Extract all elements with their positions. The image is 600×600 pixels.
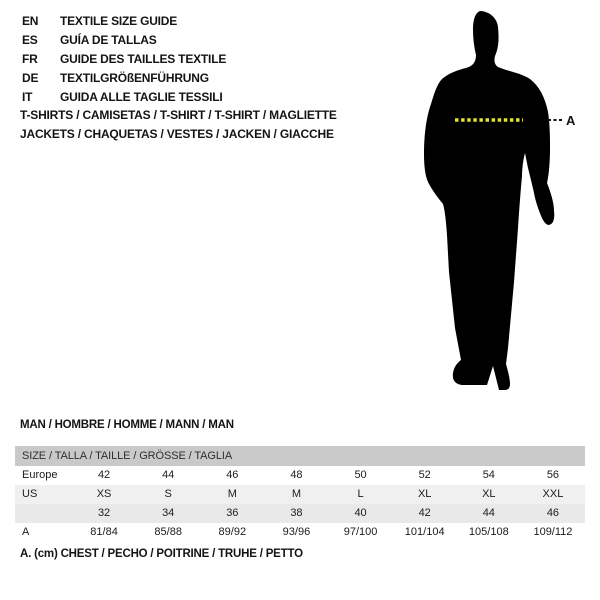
language-row: [22, 88, 226, 107]
table-cell: 48: [290, 469, 303, 481]
table-cell: 85/88: [154, 526, 182, 538]
language-list: [22, 12, 226, 107]
man-figure: [395, 0, 600, 400]
table-cell: 93/96: [282, 526, 311, 538]
table-row-chest-a: [15, 523, 585, 542]
table-cell: 42: [418, 507, 431, 519]
language-row: [22, 50, 226, 69]
table-cell: 46: [546, 507, 560, 519]
table-cell: XL: [482, 488, 496, 500]
table-cell: 32: [97, 507, 111, 519]
table-cell: 38: [290, 507, 303, 519]
table-cell: 56: [546, 469, 560, 481]
section-title-man: MAN / HOMBRE / HOMME / MANN / MAN: [20, 419, 234, 431]
table-cell: M: [227, 488, 237, 500]
language-label: TEXTILGRÖßENFÜHRUNG: [60, 71, 209, 85]
table-cell: XL: [417, 488, 432, 500]
table-cell: XS: [96, 488, 112, 500]
size-table: [15, 446, 585, 542]
table-row-uk: [15, 504, 585, 523]
table-row-europe: [15, 466, 585, 485]
language-row: [22, 69, 226, 88]
language-code: DE: [22, 71, 39, 85]
table-cell: 44: [162, 469, 175, 481]
row-label: A: [22, 526, 30, 538]
row-label: Europe: [22, 469, 58, 481]
table-cell: 46: [226, 469, 239, 481]
garment-category-tshirts: T-SHIRTS / CAMISETAS / T-SHIRT / T-SHIRT / MAGLIETTE: [20, 108, 337, 122]
table-cell: 89/92: [218, 526, 247, 538]
table-cell: 40: [354, 507, 367, 519]
table-cell: 36: [226, 507, 239, 519]
table-cell: 109/112: [533, 526, 573, 538]
garment-category-jackets: JACKETS / CHAQUETAS / VESTES / JACKEN / GIACCHE: [20, 127, 334, 141]
language-label: GUÍA DE TALLAS: [60, 33, 157, 47]
language-code: EN: [22, 14, 39, 28]
language-label: GUIDE DES TAILLES TEXTILE: [60, 52, 227, 66]
table-cell: XXL: [542, 488, 564, 500]
table-cell: 97/100: [343, 526, 378, 538]
table-cell: 54: [482, 469, 495, 481]
measure-label-a: A: [566, 113, 576, 128]
table-cell: 34: [162, 507, 175, 519]
table-cell: L: [357, 488, 364, 500]
language-code: IT: [22, 90, 33, 104]
table-cell: 42: [97, 469, 111, 481]
language-label: TEXTILE SIZE GUIDE: [60, 14, 178, 28]
table-cell: 52: [418, 469, 431, 481]
language-code: ES: [22, 33, 38, 47]
table-cell: S: [164, 488, 172, 500]
table-cell: 50: [354, 469, 367, 481]
row-label: [15, 504, 72, 523]
table-cell: 101/104: [404, 526, 445, 538]
measurement-footnote: A. (cm) CHEST / PECHO / POITRINE / TRUHE / PETTO: [20, 548, 303, 560]
table-cell: 81/84: [90, 526, 118, 538]
row-label: US: [22, 488, 38, 500]
table-cell: 44: [482, 507, 495, 519]
table-cell: M: [291, 488, 302, 500]
language-label: GUIDA ALLE TAGLIE TESSILI: [60, 90, 223, 104]
language-row: [22, 12, 226, 31]
size-table-header: SIZE / TALLA / TAILLE / GRÖSSE / TAGLIA: [15, 446, 585, 466]
table-cell: 105/108: [468, 526, 509, 538]
garment-category-list: [20, 106, 337, 144]
man-silhouette: [424, 11, 554, 390]
table-row-us: [15, 485, 585, 504]
language-code: FR: [22, 52, 38, 66]
language-row: [22, 31, 226, 50]
